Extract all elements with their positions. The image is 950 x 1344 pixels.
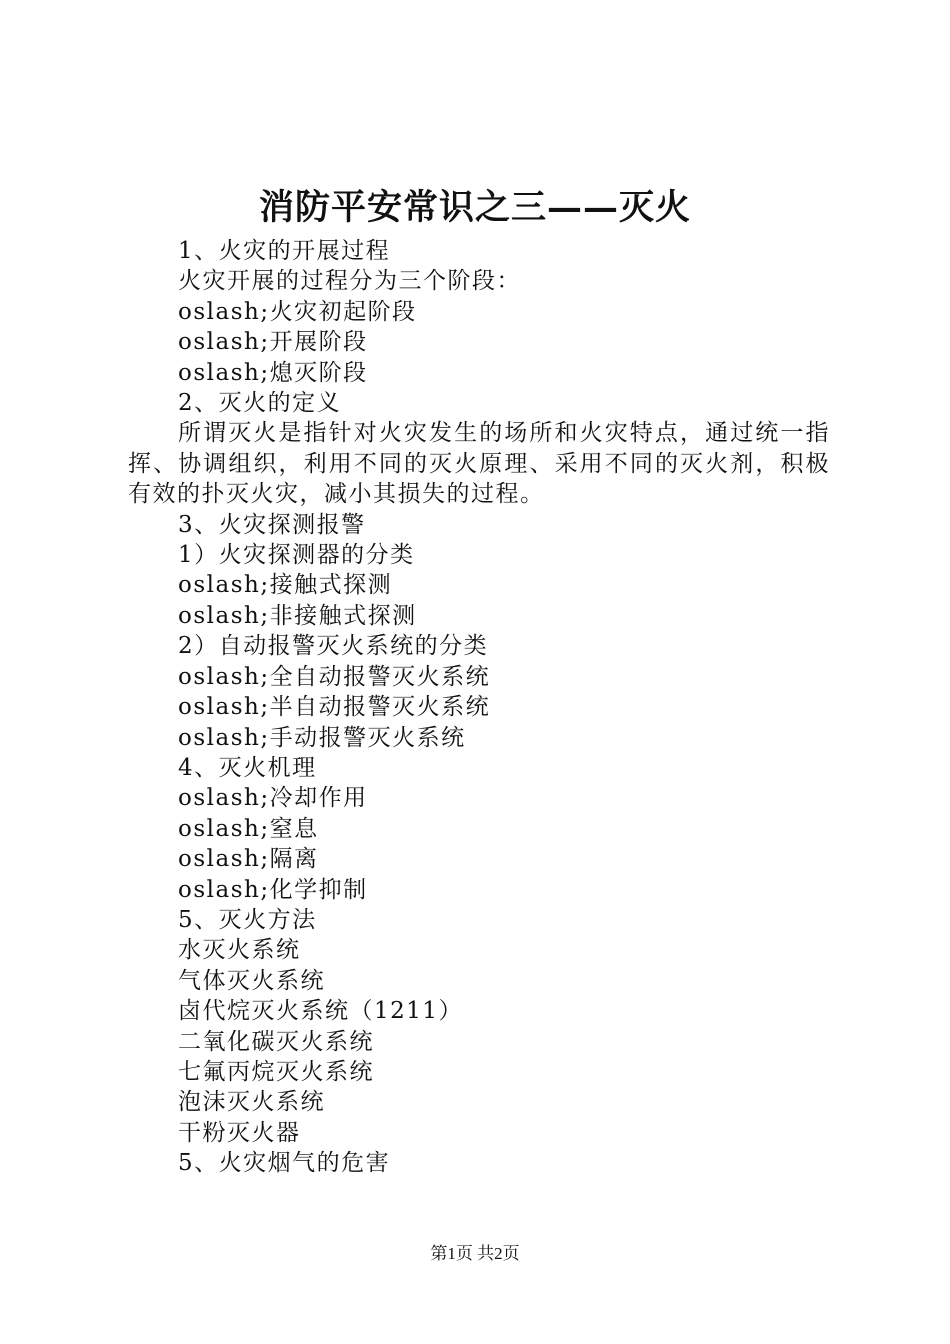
- list-item: oslash;窒息: [178, 815, 319, 842]
- document-body: [128, 236, 830, 1179]
- list-item: oslash;全自动报警灭火系统: [178, 663, 491, 690]
- list-item: 气体灭火系统: [178, 967, 325, 994]
- list-item: oslash;冷却作用: [178, 785, 368, 812]
- list-item: 干粉灭火器: [178, 1119, 301, 1146]
- section-heading: 5、火灾烟气的危害: [178, 1150, 391, 1177]
- list-item: oslash;熄灭阶段: [178, 359, 368, 386]
- list-item: 卤代烷灭火系统（1211）: [178, 998, 464, 1025]
- section-heading: 5、灭火方法: [178, 906, 317, 933]
- list-item: oslash;火灾初起阶段: [178, 298, 417, 325]
- subsection-heading: 2）自动报警灭火系统的分类: [178, 633, 489, 660]
- list-item: oslash;手动报警灭火系统: [178, 724, 466, 751]
- subsection-heading: 1）火灾探测器的分类: [178, 542, 415, 569]
- list-item: 七氟丙烷灭火系统: [178, 1058, 374, 1085]
- list-item: oslash;开展阶段: [178, 329, 368, 356]
- page-footer: 第1页 共2页: [430, 1244, 520, 1263]
- list-item: oslash;非接触式探测: [178, 602, 417, 629]
- text-line: 火灾开展的过程分为三个阶段：: [178, 268, 521, 295]
- list-item: oslash;接触式探测: [178, 572, 393, 599]
- definition-paragraph: 所谓灭火是指针对火灾发生的场所和火灾特点，通过统一指挥、协调组织，利用不同的灭火原理、采用不同的灭火剂，积极有效的扑灭火灾，减小其损失的过程。: [128, 420, 830, 508]
- list-item: oslash;隔离: [178, 846, 319, 873]
- document-title: 消防平安常识之三——灭火: [258, 187, 691, 228]
- list-item: oslash;半自动报警灭火系统: [178, 694, 491, 721]
- section-heading: 1、火灾的开展过程: [178, 238, 391, 264]
- list-item: oslash;化学抑制: [178, 876, 368, 903]
- section-heading: 3、火灾探测报警: [178, 511, 366, 538]
- section-heading: 2、灭火的定义: [178, 390, 342, 417]
- list-item: 泡沫灭火系统: [178, 1089, 325, 1116]
- list-item: 二氧化碳灭火系统: [178, 1028, 374, 1055]
- section-heading: 4、灭火机理: [178, 754, 317, 781]
- list-item: 水灭火系统: [178, 937, 301, 964]
